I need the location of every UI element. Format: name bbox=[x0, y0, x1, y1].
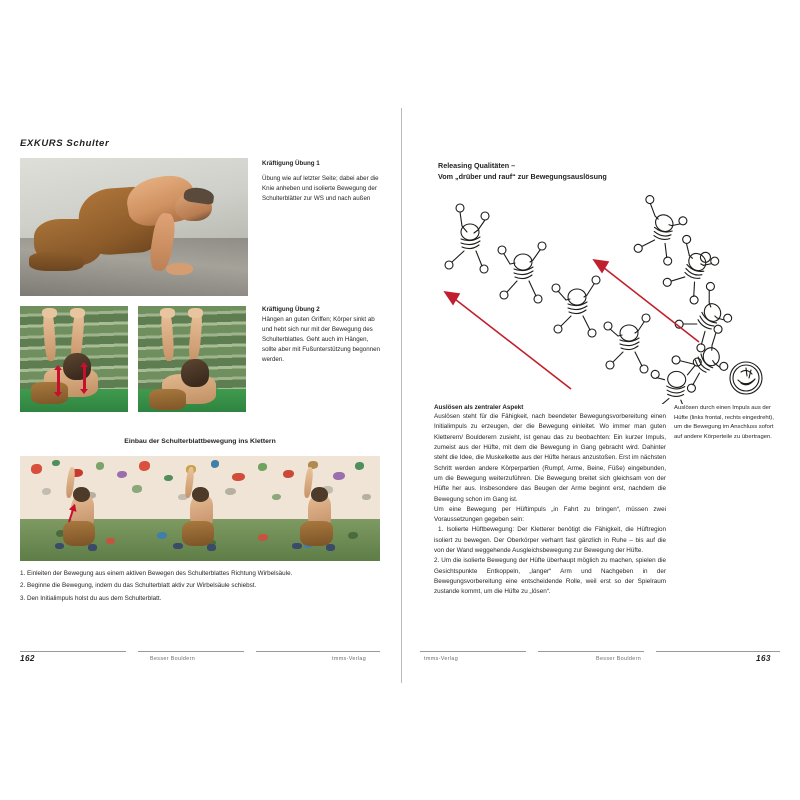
body-paragraph: Auslösen steht für die Fähigkeit, nach beendeter Bewegungsvorbereitung einen Initialimpuls zu erzeugen, der die Bewegung einleitet. Wo immer man guten Kletterern/ Boulderern zusieht, ist genau das zu beobachten: Ein kurzer Impuls, zumeist aus der Hüfte, mit dem die Bewegung in Gang gebracht wird. Dahinter steht die Idee, die Muskelkette aus der Hüfte heraus anzustoßen. Erst im nächsten Schritt werden andere Körperpartien (Rumpf, Arme, Beine, Füße) eingebunden, um die Bewegung weiterzuführen. Die Bewegung breitet sich gleichsam von der Hüfte her aus. Insbesondere das Beugen der Arme beginnt erst, nachdem die Bewegung schon im Gang ist. bbox=[434, 413, 666, 503]
caption-title: Kräftigung Übung 1 bbox=[262, 160, 320, 167]
page-footer bbox=[2, 651, 398, 673]
photo-figure-shoe bbox=[207, 544, 216, 551]
photo-hanging-exercise-right bbox=[138, 306, 246, 412]
climbing-hold bbox=[42, 488, 51, 495]
photo-figure-shoe bbox=[55, 543, 64, 550]
climbing-hold bbox=[132, 485, 142, 492]
red-arrow-up-down-icon bbox=[57, 370, 60, 392]
footer-rule bbox=[656, 651, 780, 652]
climbing-hold bbox=[96, 462, 105, 469]
photo-bouldering-sequence bbox=[20, 456, 380, 561]
caption-title: Kräftigung Übung 2 bbox=[262, 306, 320, 313]
page-title-line-2: Vom „drüber und rauf“ zur Bewegungsauslösung bbox=[438, 172, 607, 182]
photo-figure-shoe bbox=[173, 543, 182, 550]
footer-publisher: tmms-Verlag bbox=[424, 656, 459, 662]
photo-climber-figure bbox=[52, 471, 110, 553]
body-text-column bbox=[434, 404, 666, 598]
photo-figure-hand bbox=[160, 308, 175, 318]
page-title bbox=[438, 160, 718, 183]
photo-figure-head bbox=[192, 487, 209, 502]
page-number: 163 bbox=[756, 654, 771, 663]
right-page bbox=[404, 108, 798, 683]
footer-rule bbox=[420, 651, 526, 652]
climbing-hold bbox=[258, 534, 268, 541]
photo-figure-hand bbox=[188, 308, 203, 318]
climbing-hold bbox=[157, 532, 167, 539]
footer-book-title: Besser Bouldern bbox=[150, 656, 196, 662]
climbing-hold bbox=[232, 473, 244, 481]
photo-figure-hand bbox=[166, 263, 193, 275]
photo-figure-shoe bbox=[292, 543, 301, 550]
footer-publisher: tmms-Verlag bbox=[332, 656, 367, 662]
photo-figure-hand bbox=[70, 308, 85, 318]
caption-block-exercise-2 bbox=[262, 306, 380, 365]
photo-figure-head bbox=[181, 359, 209, 387]
book-spine-divider bbox=[401, 108, 402, 683]
page-title-line-1: Releasing Qualitäten – bbox=[438, 161, 516, 170]
photo-figure-shorts bbox=[149, 389, 186, 410]
climbing-hold bbox=[348, 532, 358, 539]
climbing-hold bbox=[355, 462, 364, 469]
photo-figure-shoe bbox=[88, 544, 97, 551]
caption-block-exercise-1 bbox=[262, 160, 380, 204]
footer-rule bbox=[256, 651, 380, 652]
climbing-hold bbox=[139, 461, 151, 470]
photo-climber-figure bbox=[290, 471, 348, 553]
instruction-step-list bbox=[20, 568, 386, 605]
list-item: 1. Einleiten der Bewegung aus einem aktiven Bewegen des Schulterblattes Richtung Wirbelsäule. bbox=[20, 570, 293, 577]
left-page bbox=[2, 108, 398, 683]
photo-figure-hand bbox=[42, 308, 57, 318]
section-subheading: Einbau der Schulterblattbewegung ins Klettern bbox=[124, 438, 276, 445]
list-item: 3. Den Initialimpuls holst du aus dem Schulterblatt. bbox=[20, 594, 162, 602]
climbing-hold bbox=[211, 460, 220, 467]
footer-rule bbox=[20, 651, 126, 652]
photo-quadruped-exercise bbox=[20, 158, 248, 296]
caption-body: Übung wie auf letzter Seite; dabei aber die Knie anheben und isolierte Bewegung der Schulterblätter zur WS und nach außen bbox=[262, 174, 379, 203]
climbing-hold bbox=[362, 494, 371, 500]
photo-figure-pants bbox=[63, 521, 95, 546]
photo-figure-shin bbox=[29, 252, 84, 271]
list-item: 2. Beginne die Bewegung, indem du das Schulterblatt aktiv zur Wirbelsäule schiebst. bbox=[20, 582, 257, 590]
page-footer bbox=[404, 651, 798, 673]
caption-body: Hängen an guten Griffen; Körper sinkt ab und hebt sich nur mit der Bewegung des Schulterblattes. Geht auch im Hängen, sollte aber mit Fußunterstützung begonnen werden. bbox=[262, 315, 380, 364]
photo-figure-pants bbox=[182, 521, 214, 546]
red-arrow-up-down-icon bbox=[83, 367, 86, 389]
illustration-climber-sequences bbox=[418, 186, 788, 404]
body-heading: Auslösen als zentraler Aspekt bbox=[434, 404, 524, 411]
photo-figure-head bbox=[311, 487, 328, 502]
body-paragraph: Um eine Bewegung per Hüftimpuls „in Fahrt zu bringen“, müssen zwei Voraussetzungen gegeben sein: bbox=[434, 505, 666, 524]
climbing-hold bbox=[258, 463, 267, 470]
footer-rule bbox=[538, 651, 644, 652]
photo-figure-shoe bbox=[326, 544, 335, 551]
body-paragraph-item-1: 1. Isolierte Hüftbewegung: Der Kletterer benötigt die Fähigkeit, die Hüftregion isoliert zu bewegen. Der Oberkörper verharrt fast gänzlich in Ruhe – bis auf die von der Wand weggehende Ausgleichsbewegung zur Bewegung der Hüfte. bbox=[434, 526, 666, 555]
footer-rule bbox=[138, 651, 244, 652]
photo-figure-shorts bbox=[31, 382, 68, 403]
figure-caption: Auslösen durch einen Impuls aus der Hüfte (links frontal, rechts eingedreht), um die Bewegung im Anschluss sofort auf andere Körperteile zu übertragen. bbox=[674, 405, 774, 440]
climbing-hold bbox=[31, 464, 42, 473]
page-title: EXKURS Schulter bbox=[20, 138, 110, 149]
page-number: 162 bbox=[20, 654, 35, 663]
footer-book-title: Besser Bouldern bbox=[596, 656, 642, 662]
body-paragraph-item-2: 2. Um die isolierte Bewegung der Hüfte überhaupt möglich zu machen, spielen die Gesichtspunkte Entkoppeln, „langer“ Arm und Nachgeben in der Bewegungsvorbereitung eine entscheidende Rolle, weil erst so der Spielraum zustande kommt, um die Hüfte zu „lösen“. bbox=[434, 557, 666, 596]
photo-hanging-exercise-left bbox=[20, 306, 128, 412]
photo-climber-figure bbox=[171, 471, 229, 553]
photo-figure-head bbox=[73, 487, 90, 502]
photo-figure-pants bbox=[300, 521, 332, 546]
